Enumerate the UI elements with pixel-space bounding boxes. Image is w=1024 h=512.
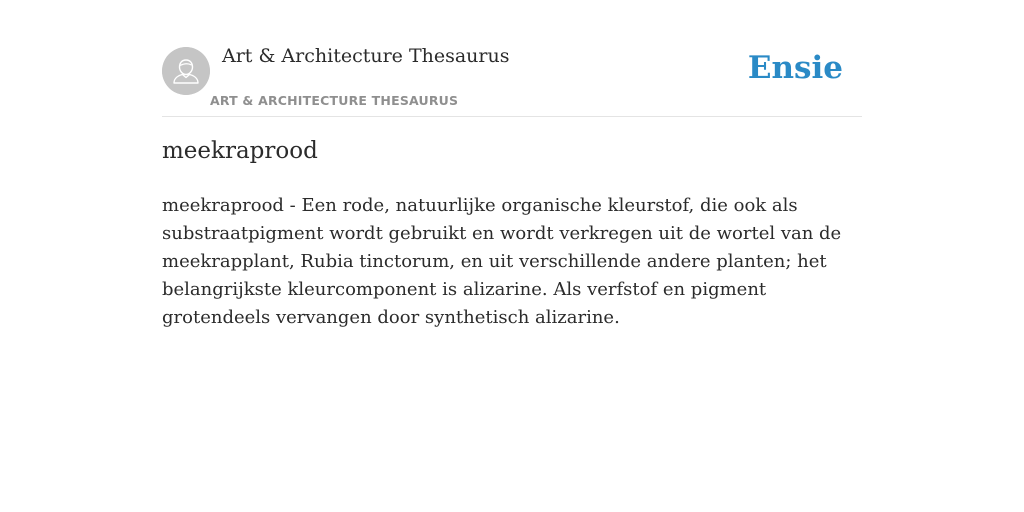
entry-header (162, 40, 862, 117)
user-icon (162, 47, 210, 95)
term-title: meekraprood (162, 138, 318, 164)
ensie-logo-link[interactable]: Ensie (747, 50, 843, 86)
source-subtitle: ART & ARCHITECTURE THESAURUS (210, 93, 459, 108)
avatar[interactable] (162, 47, 210, 95)
source-title-link[interactable]: Art & Architecture Thesaurus (222, 45, 510, 67)
term-definition: meekraprood - Een rode, natuurlijke organische kleurstof, die ook als substraatpigment wordt gebruikt en wordt verkregen uit de wortel van de meekrapplant, Rubia tinctorum, en uit verschillende andere planten; het belangrijkste kleurcomponent is alizarine. Als verfstof en pigment grotendeels vervangen door synthetisch alizarine. (162, 195, 842, 328)
